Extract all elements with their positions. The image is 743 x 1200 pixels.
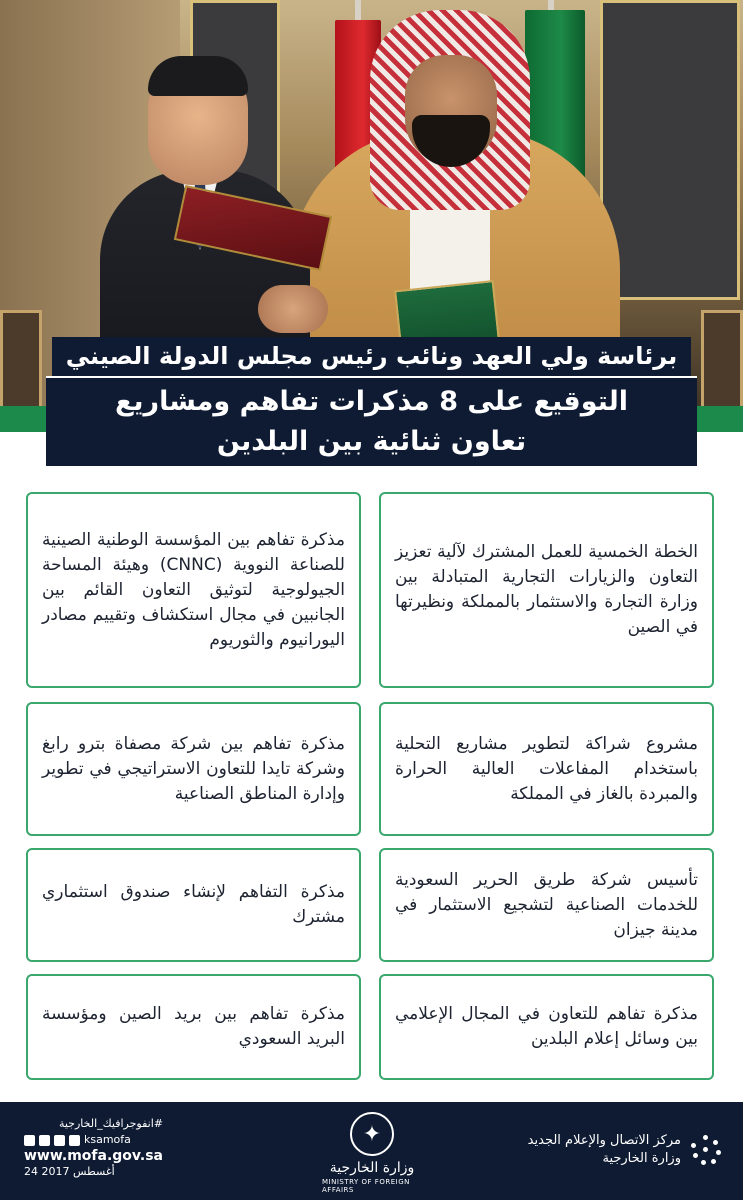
agreement-text: مذكرة تفاهم بين بريد الصين ومؤسسة البريد السعودي [42,1004,345,1049]
emblem-arabic: وزارة الخارجية [329,1160,415,1176]
title-box [46,376,697,466]
agreement-card [26,848,361,962]
agreement-text: مذكرة تفاهم بين شركة مصفاة بترو رابغ وشركة تايدا للتعاون الاستراتيجي في تطوير وإدارة المناطق الصناعية [42,733,345,804]
youtube-icon[interactable] [54,1135,65,1146]
ministry-emblem [322,1112,422,1194]
agreement-text: مذكرة تفاهم للتعاون في المجال الإعلامي بين وسائل إعلام البلدين [395,1004,698,1049]
handshake [258,285,328,333]
hashtag: #انفوجرافيك_الخارجية [58,1117,164,1130]
agreement-card [379,492,714,688]
website-link[interactable]: www.mofa.gov.sa [24,1148,164,1164]
subtitle-bar [0,336,743,380]
agreement-text: مذكرة التفاهم لإنشاء صندوق استثماري مشترك [42,882,345,927]
footer-contact [24,1116,163,1180]
agreement-card [26,702,361,836]
agreement-text: تأسيس شركة طريق الحرير السعودية للخدمات الصناعية لتشجيع الاستثمار في مدينة جيزان [395,869,698,940]
twitter-icon[interactable] [24,1135,35,1146]
instagram-icon[interactable] [69,1135,80,1146]
dots-logo-icon [691,1135,721,1165]
emblem-icon: ✦ [350,1112,394,1156]
agreement-card [379,848,714,962]
agreement-card [26,492,361,688]
footer [0,1102,743,1200]
agreement-text: الخطة الخمسية للعمل المشترك لآلية تعزيز التعاون والزيارات التجارية المتبادلة بين وزارة التجارة والاستثمار بالمملكة ونظيرتها في الصين [395,542,698,637]
agreement-card [379,702,714,836]
agreements-grid [26,492,724,1084]
emblem-english: MINISTRY OF FOREIGN AFFAIRS [322,1178,410,1194]
agreement-text: مشروع شراكة لتطوير مشاريع التحلية باستخدام المفاعلات العالية الحرارة والمبردة بالغاز في المملكة [395,733,698,804]
center-branding [528,1132,721,1168]
title-line-1: التوقيع على 8 مذكرات تفاهم ومشاريع [114,386,629,417]
social-handle[interactable]: ksamofa [84,1133,131,1146]
social-row [24,1132,163,1148]
photo-wall-panel [600,0,740,300]
agreement-card [379,974,714,1080]
title-line-2: تعاون ثنائية بين البلدين [216,426,527,457]
facebook-icon[interactable] [39,1135,50,1146]
agreement-card [26,974,361,1080]
center-ministry: وزارة الخارجية [602,1151,681,1166]
center-text [528,1132,681,1168]
agreement-text: مذكرة تفاهم بين المؤسسة الوطنية الصينية للصناعة النووية (CNNC) وهيئة المساحة الجيولوجية لتوثيق التعاون القائم بين الجانبين في مجال استكشاف وتقييم مصادر اليورانيوم والثوريوم [42,529,345,650]
subtitle: برئاسة ولي العهد ونائب رئيس مجلس الدولة الصيني [52,337,691,379]
center-name: مركز الاتصال والإعلام الجديد [527,1133,681,1148]
publish-date: 24 أغسطس 2017 [24,1165,115,1178]
